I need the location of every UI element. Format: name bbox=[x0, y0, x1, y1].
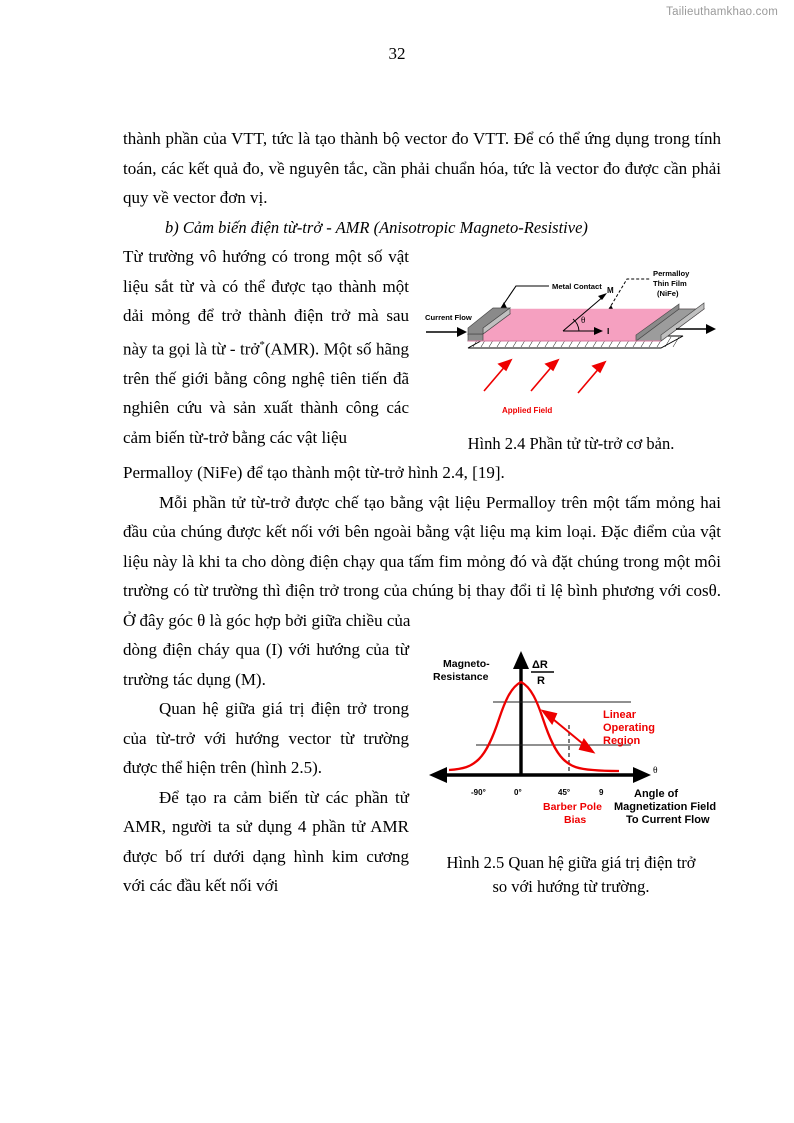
label-r-denominator: R bbox=[537, 675, 545, 687]
label-theta: θ bbox=[581, 315, 586, 325]
label-permalloy-line2: Thin Film bbox=[653, 279, 687, 288]
xtick-45: 45° bbox=[558, 788, 571, 797]
paragraph-6-text: Để tạo ra cảm biến từ các phần tử AMR, người ta sử dụng 4 phần tử AMR được bố trí dưới dạng hình kim cương với các đầu kết nối với bbox=[123, 787, 409, 895]
label-applied-field: Applied Field bbox=[502, 406, 553, 415]
label-angle-of: Angle of bbox=[634, 788, 678, 800]
label-region: Region bbox=[603, 735, 641, 747]
paragraph-3 bbox=[123, 488, 721, 636]
figure-2-5 bbox=[421, 645, 721, 899]
figure-25-wrap-block bbox=[123, 635, 721, 901]
xtick-minus-90: -90° bbox=[471, 788, 486, 797]
figure-24-wrap-block bbox=[123, 242, 721, 452]
label-magneto: Magneto- bbox=[443, 658, 490, 670]
figure-2-5-caption-line2: so với hướng từ trường. bbox=[492, 877, 650, 896]
label-magnetization-field: Magnetization Field bbox=[614, 801, 717, 813]
page-content bbox=[123, 124, 721, 901]
page-number: 32 bbox=[388, 44, 406, 63]
y-axis bbox=[513, 651, 529, 775]
current-flow-arrow-in bbox=[426, 327, 467, 337]
label-linear: Linear bbox=[603, 709, 637, 721]
label-current-I: I bbox=[607, 326, 610, 336]
figure-2-4-graphic bbox=[421, 246, 721, 424]
figure-2-4-caption: Hình 2.4 Phần tử từ-trở cơ bản. bbox=[467, 434, 675, 453]
linear-region-arrow bbox=[543, 711, 593, 752]
paragraph-2-continued: Permalloy (NiFe) để tạo thành một từ-trở hình 2.4, [19]. bbox=[123, 463, 505, 482]
xtick-0: 0° bbox=[514, 788, 522, 797]
label-resistance: Resistance bbox=[433, 671, 489, 683]
label-delta-r: ΔR bbox=[532, 659, 548, 671]
label-permalloy-line3: (NiFe) bbox=[657, 289, 679, 298]
figure-2-5-caption-line1: Hình 2.5 Quan hệ giữa giá trị điện trở bbox=[446, 853, 696, 872]
section-heading-b: b) Cảm biến điện từ-trở - AMR (Anisotropic Magneto-Resistive) bbox=[165, 217, 588, 237]
xtick-90: 9 bbox=[599, 788, 604, 797]
label-barber-pole: Barber Pole bbox=[543, 801, 602, 813]
paragraph-3-text: Mỗi phần tử từ-trở được chế tạo bằng vật liệu Permalloy trên một tấm mỏng hai đầu của chúng được kết nối với bên ngoài bằng vật liệu mạ kim loại. Đặc điểm của vật liệu này là khi ta cho dòng điện chạy qua tấm fim mỏng đó và đặt chúng trong một môi trường có từ trường thì điện trở trong của chúng bị thay đổi tỉ lệ bình phương với cosθ. Ở đây góc θ là góc hợp bởi giữa chiều của bbox=[123, 492, 721, 630]
paragraph-2-part1: Từ trường vô hướng có trong một số vật liệu sắt từ và có thể được tạo thành một dải mỏng để trở thành điện trở mà sau này ta gọi là từ - trở bbox=[123, 247, 409, 359]
applied-field-arrows bbox=[484, 360, 605, 393]
label-magnetization-M: M bbox=[607, 286, 614, 295]
magnetoresistance-curve bbox=[449, 682, 619, 771]
label-bias: Bias bbox=[564, 814, 587, 826]
label-to-current-flow: To Current Flow bbox=[626, 814, 710, 826]
label-theta-axis: θ bbox=[653, 766, 658, 776]
amr-element-body bbox=[468, 303, 704, 348]
metal-contact-leader bbox=[499, 286, 549, 311]
figure-2-5-graphic bbox=[421, 645, 721, 843]
label-metal-contact: Metal Contact bbox=[552, 282, 602, 291]
paragraph-5-text: Quan hệ giữa giá trị điện trở trong của từ-trở với hướng vector từ trường được thể hiện trên (hình 2.5). bbox=[123, 699, 409, 777]
footnote-asterisk: * bbox=[259, 338, 265, 351]
watermark: Tailieuthamkhao.com bbox=[666, 6, 778, 18]
paragraph-2-part2: (AMR). Một số hãng trên thế giới bằng công nghệ tiên tiến đã nghiên cứu và sản xuất thành công các cảm biến từ-trở bằng các vật liệu bbox=[123, 339, 409, 447]
label-operating: Operating bbox=[603, 722, 655, 734]
paragraph-1: thành phần của VTT, tức là tạo thành bộ vector đo VTT. Để có thể ứng dụng trong tính toán, các kết quả đo, về nguyên tắc, cần phải chuẩn hóa, tức là vector đo được cần phải quy về vector đơn vị. bbox=[123, 129, 721, 207]
x-axis bbox=[429, 767, 651, 783]
figure-2-4 bbox=[421, 246, 721, 456]
paragraph-4-column: dòng điện cháy qua (I) với hướng của từ trường tác dụng (M). bbox=[123, 640, 409, 689]
label-permalloy-line1: Permalloy bbox=[653, 269, 690, 278]
label-current-flow: Current Flow bbox=[425, 313, 472, 322]
